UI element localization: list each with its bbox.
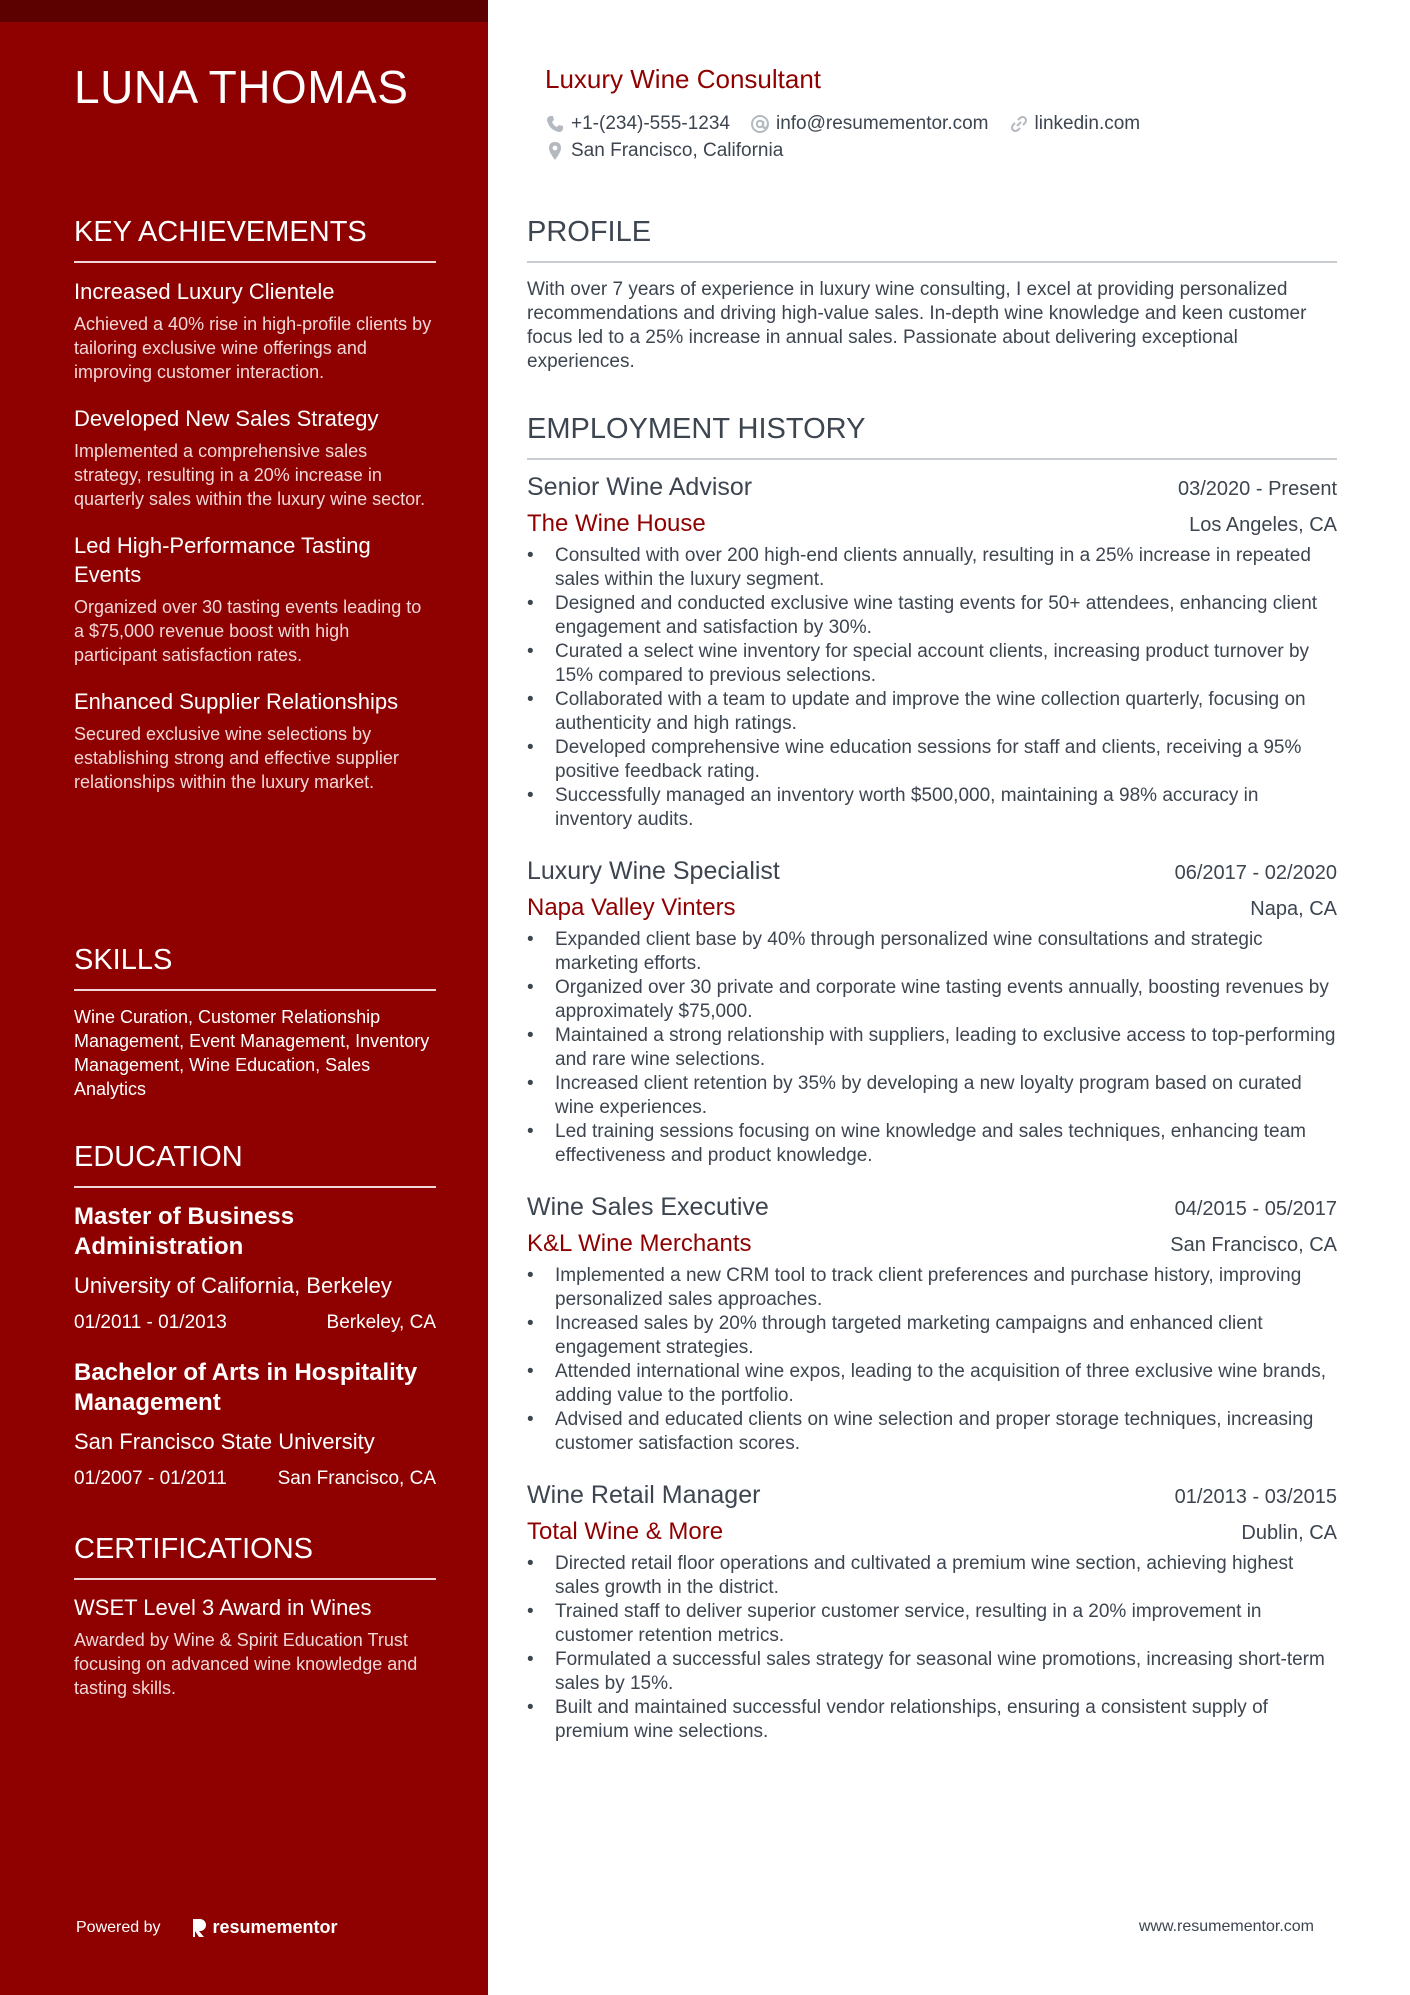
achievements-heading: KEY ACHIEVEMENTS: [74, 216, 436, 263]
phone-text: +1-(234)-555-1234: [571, 113, 730, 134]
profile-text: With over 7 years of experience in luxury wine consulting, I excel at providing personalized recommendations and driving high-value sales. In-depth wine knowledge and keen customer focus led to a 25% increase in annual sales. Passionate about delivering exceptional experiences.: [527, 279, 1307, 372]
job-bullets: [527, 1552, 1337, 1744]
location-pin-icon: [545, 141, 565, 161]
achievement-text: Achieved a 40% rise in high-profile clients by tailoring exclusive wine offerings and improving customer interaction.: [74, 314, 432, 382]
job-subheader: [527, 1518, 1337, 1546]
job-bullet: • Maintained a strong relationship with suppliers, leading to exclusive access to top-performing and rare wine selections.: [527, 1024, 1337, 1072]
achievement-title: Enhanced Supplier Relationships: [74, 689, 399, 714]
achievement-item: [74, 687, 436, 794]
achievement-item: [74, 404, 436, 511]
achievement-title: Led High-Performance Tasting Events: [74, 533, 371, 587]
achievement-item: [74, 277, 436, 384]
linkedin-text: linkedin.com: [1034, 113, 1141, 134]
job-headline: Luxury Wine Consultant: [545, 64, 822, 94]
education-meta: [74, 1468, 436, 1490]
job-bullet: • Designed and conducted exclusive wine tasting events for 50+ attendees, enhancing client engagement and satisfaction by 30%.: [527, 592, 1337, 640]
job-bullets: [527, 1264, 1337, 1456]
education-location: Berkeley, CA: [326, 1312, 436, 1333]
contact-row-2: [545, 140, 803, 162]
job-subheader: [527, 894, 1337, 922]
powered-by-label: Powered by: [76, 1918, 161, 1936]
job-subheader: [527, 510, 1337, 538]
job-entry: [527, 1481, 1337, 1744]
certification-item: [74, 1594, 436, 1700]
sidebar-top-strip: [0, 0, 488, 22]
education-location: San Francisco, CA: [277, 1468, 436, 1489]
education-heading: EDUCATION: [74, 1141, 436, 1188]
job-title: Luxury Wine Specialist: [527, 857, 780, 885]
job-dates: 06/2017 - 02/2020: [1174, 862, 1337, 884]
education-school: San Francisco State University: [74, 1429, 375, 1454]
location-text: San Francisco, California: [571, 140, 784, 161]
email-text: info@resumementor.com: [775, 113, 989, 134]
resumementor-logo-icon: [191, 1918, 207, 1938]
job-dates: 01/2013 - 03/2015: [1174, 1486, 1337, 1508]
education-degree: Master of Business Administration: [74, 1203, 295, 1260]
job-bullets: [527, 928, 1337, 1168]
achievements-section: [74, 216, 436, 814]
job-header: [527, 1481, 1337, 1510]
contact-email[interactable]: [750, 113, 989, 135]
link-icon: [1009, 114, 1029, 134]
job-company: Napa Valley Vinters: [527, 894, 736, 921]
job-entry: [527, 473, 1337, 832]
job-company: Total Wine & More: [527, 1518, 724, 1545]
certification-title: WSET Level 3 Award in Wines: [74, 1595, 372, 1620]
skills-heading: SKILLS: [74, 944, 436, 991]
education-item: [74, 1358, 436, 1490]
skills-section: [74, 944, 436, 1101]
job-bullet: • Successfully managed an inventory worth $500,000, maintaining a 98% accuracy in inventory audits.: [527, 784, 1337, 832]
education-meta: [74, 1312, 436, 1334]
job-entry: [527, 1193, 1337, 1456]
job-bullet: • Increased sales by 20% through targeted marketing campaigns and enhanced client engagement strategies.: [527, 1312, 1337, 1360]
footer-url[interactable]: www.resumementor.com: [1138, 1918, 1314, 1935]
job-company: K&L Wine Merchants: [527, 1230, 752, 1257]
job-bullet: • Implemented a new CRM tool to track client preferences and purchase history, improving personalized sales approaches.: [527, 1264, 1337, 1312]
job-dates: 03/2020 - Present: [1178, 478, 1337, 500]
job-header: [527, 1193, 1337, 1222]
job-dates: 04/2015 - 05/2017: [1174, 1198, 1337, 1220]
achievement-text: Organized over 30 tasting events leading to a $75,000 revenue boost with high participant satisfaction rates.: [74, 597, 422, 665]
brand-link[interactable]: [191, 1917, 338, 1938]
powered-by: [76, 1917, 338, 1938]
job-bullet: • Attended international wine expos, leading to the acquisition of three exclusive wine brands, adding value to the portfolio.: [527, 1360, 1337, 1408]
education-section: [74, 1141, 436, 1514]
job-bullet: • Developed comprehensive wine education sessions for staff and clients, receiving a 95% positive feedback rating.: [527, 736, 1337, 784]
job-bullet: • Curated a select wine inventory for special account clients, increasing product turnover by 15% compared to previous selections.: [527, 640, 1337, 688]
achievement-title: Developed New Sales Strategy: [74, 406, 379, 431]
job-bullet: • Formulated a successful sales strategy for seasonal wine promotions, increasing short-term sales by 15%.: [527, 1648, 1337, 1696]
job-entry: [527, 857, 1337, 1168]
job-bullets: [527, 544, 1337, 832]
job-bullet: • Organized over 30 private and corporate wine tasting events annually, boosting revenues by approximately $75,000.: [527, 976, 1337, 1024]
achievement-title: Increased Luxury Clientele: [74, 279, 335, 304]
job-location: Dublin, CA: [1241, 1522, 1337, 1544]
achievement-item: [74, 531, 436, 667]
contact-row: [545, 113, 1160, 135]
job-bullet: • Directed retail floor operations and cultivated a premium wine section, achieving highest sales growth in the district.: [527, 1552, 1337, 1600]
job-location: Napa, CA: [1250, 898, 1337, 920]
employment-heading: EMPLOYMENT HISTORY: [527, 413, 1337, 460]
contact-phone[interactable]: [545, 113, 730, 135]
certifications-section: [74, 1533, 436, 1700]
job-bullet: • Increased client retention by 35% by developing a new loyalty program based on curated wine experiences.: [527, 1072, 1337, 1120]
education-dates: 01/2011 - 01/2013: [74, 1312, 227, 1333]
job-bullet: • Collaborated with a team to update and improve the wine collection quarterly, focusing on authenticity and high ratings.: [527, 688, 1337, 736]
job-company: The Wine House: [527, 510, 706, 537]
at-icon: [750, 114, 770, 134]
education-school: University of California, Berkeley: [74, 1273, 392, 1298]
certifications-heading: CERTIFICATIONS: [74, 1533, 436, 1580]
job-bullet: • Expanded client base by 40% through personalized wine consultations and strategic marketing efforts.: [527, 928, 1337, 976]
job-bullet: • Consulted with over 200 high-end clients annually, resulting in a 25% increase in repeated sales within the luxury segment.: [527, 544, 1337, 592]
candidate-name: LUNA THOMAS: [74, 61, 409, 113]
contact-linkedin[interactable]: [1009, 113, 1141, 135]
profile-heading: PROFILE: [527, 216, 1337, 263]
job-title: Senior Wine Advisor: [527, 473, 753, 501]
job-bullet: • Advised and educated clients on wine selection and proper storage techniques, increasing customer satisfaction scores.: [527, 1408, 1337, 1456]
job-title: Wine Retail Manager: [527, 1481, 761, 1509]
brand-name: resumementor: [212, 1917, 338, 1937]
certification-text: Awarded by Wine & Spirit Education Trust focusing on advanced wine knowledge and tasting skills.: [74, 1630, 418, 1698]
job-location: Los Angeles, CA: [1189, 514, 1337, 536]
job-header: [527, 473, 1337, 502]
job-bullet: • Built and maintained successful vendor relationships, ensuring a consistent supply of premium wine selections.: [527, 1696, 1337, 1744]
job-subheader: [527, 1230, 1337, 1258]
contact-location: [545, 140, 783, 162]
achievement-text: Implemented a comprehensive sales strategy, resulting in a 20% increase in quarterly sales within the luxury wine sector.: [74, 441, 426, 509]
sidebar: [0, 0, 488, 1995]
job-bullet: • Led training sessions focusing on wine knowledge and sales techniques, enhancing team effectiveness and product knowledge.: [527, 1120, 1337, 1168]
job-bullet: • Trained staff to deliver superior customer service, resulting in a 20% improvement in customer retention metrics.: [527, 1600, 1337, 1648]
job-header: [527, 857, 1337, 886]
education-degree: Bachelor of Arts in Hospitality Management: [74, 1359, 418, 1416]
education-item: [74, 1202, 436, 1334]
job-title: Wine Sales Executive: [527, 1193, 769, 1221]
job-location: San Francisco, CA: [1170, 1234, 1337, 1256]
phone-icon: [545, 114, 565, 134]
skills-text: Wine Curation, Customer Relationship Management, Event Management, Inventory Management, Wine Education, Sales Analytics: [74, 1007, 430, 1099]
education-dates: 01/2007 - 01/2011: [74, 1468, 227, 1489]
achievement-text: Secured exclusive wine selections by establishing strong and effective supplier relationships within the luxury market.: [74, 724, 399, 792]
